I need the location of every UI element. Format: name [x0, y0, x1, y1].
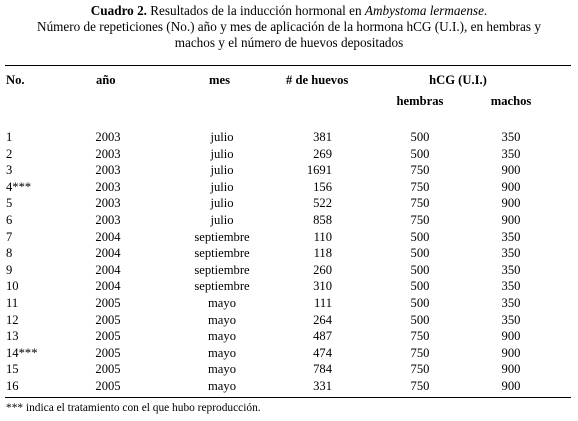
- cell-females: 500: [410, 262, 430, 277]
- caption-line-3: machos y el número de huevos depositados: [174, 35, 404, 50]
- cell-year: 2005: [95, 362, 121, 377]
- cell-females: 500: [410, 146, 430, 161]
- cell-year: 2005: [95, 379, 121, 393]
- header-eggs: # de huevos: [286, 73, 349, 87]
- cell-year: 2004: [95, 246, 121, 261]
- cell-males: 350: [501, 130, 521, 144]
- cell-no: 2: [6, 146, 13, 161]
- header-females: hembras: [396, 94, 444, 108]
- cell-females: 500: [410, 246, 430, 261]
- cell-males: 350: [501, 262, 521, 277]
- cell-males: 350: [501, 146, 521, 161]
- table-top-rule: [5, 65, 571, 66]
- cell-eggs: 858: [313, 213, 332, 227]
- cell-females: 750: [410, 213, 430, 227]
- cell-month: mayo: [208, 345, 236, 360]
- cell-month: mayo: [208, 312, 236, 327]
- caption-line-2: Número de repeticiones (No.) año y mes de aplicación de la hormona hCG (U.I.), en hembras y: [37, 19, 541, 34]
- cell-year: 2004: [95, 229, 121, 244]
- cell-no: 5: [6, 196, 13, 211]
- cell-eggs: 474: [313, 345, 332, 360]
- cell-males: 900: [501, 163, 521, 178]
- cell-females: 750: [410, 345, 430, 360]
- cell-females: 500: [410, 312, 430, 327]
- header-males: machos: [490, 94, 532, 108]
- cell-females: 750: [410, 362, 430, 377]
- cell-females: 500: [410, 130, 430, 144]
- cell-no: 12: [6, 312, 19, 327]
- cell-year: 2003: [95, 179, 121, 194]
- cell-females: 750: [410, 179, 430, 194]
- cell-eggs: 784: [313, 362, 332, 377]
- cell-year: 2005: [95, 296, 121, 310]
- cell-females: 750: [410, 379, 430, 393]
- cell-eggs: 1691: [306, 163, 332, 178]
- cell-males: 350: [501, 229, 521, 244]
- cell-year: 2005: [95, 345, 121, 360]
- cell-no: 6: [6, 213, 13, 227]
- cell-males: 350: [501, 279, 521, 294]
- header-no: No.: [6, 73, 25, 87]
- cell-males: 900: [501, 196, 521, 211]
- cell-males: 350: [501, 312, 521, 327]
- cell-males: 900: [501, 329, 521, 344]
- cell-no: 9: [6, 262, 13, 277]
- cell-eggs: 522: [313, 196, 332, 211]
- cell-eggs: 381: [313, 130, 332, 144]
- cell-males: 900: [501, 213, 521, 227]
- cell-month: septiembre: [194, 279, 250, 294]
- cell-no: 1: [6, 130, 13, 144]
- cell-month: julio: [210, 213, 234, 227]
- cell-month: mayo: [208, 296, 236, 310]
- cell-no: 13: [6, 329, 19, 344]
- cell-males: 900: [501, 179, 521, 194]
- cell-no: 15: [6, 362, 19, 377]
- header-hcg: hCG (U.I.): [429, 73, 487, 87]
- cell-eggs: 331: [313, 379, 332, 393]
- cell-eggs: 260: [313, 262, 332, 277]
- cell-females: 750: [410, 329, 430, 344]
- cell-eggs: 264: [313, 312, 332, 327]
- cell-year: 2003: [95, 130, 121, 144]
- caption-line-1: [0, 3, 578, 19]
- cell-eggs: 487: [313, 329, 332, 344]
- caption-label: Cuadro 2.: [90, 3, 147, 18]
- cell-eggs: 118: [313, 246, 332, 261]
- cell-females: 750: [410, 163, 430, 178]
- cell-females: 750: [410, 196, 430, 211]
- cell-females: 500: [410, 296, 430, 310]
- cell-month: mayo: [208, 379, 236, 393]
- header-year: año: [96, 73, 116, 87]
- cell-year: 2005: [95, 312, 121, 327]
- cell-year: 2004: [95, 262, 121, 277]
- cell-no: 10: [6, 279, 19, 294]
- cell-males: 900: [501, 379, 521, 393]
- cell-no: 8: [6, 246, 13, 261]
- cell-eggs: 110: [313, 229, 332, 244]
- table-caption: [0, 3, 578, 51]
- cell-eggs: 156: [313, 179, 332, 194]
- cell-year: 2003: [95, 163, 121, 178]
- cell-month: mayo: [208, 362, 236, 377]
- cell-no: 11: [6, 296, 19, 310]
- cell-no: 4***: [6, 179, 32, 194]
- cell-no: 7: [6, 229, 13, 244]
- cell-month: julio: [210, 130, 234, 144]
- cell-males: 350: [501, 296, 521, 310]
- cell-month: mayo: [208, 329, 236, 344]
- cell-no: 16: [6, 379, 19, 393]
- cell-month: julio: [210, 163, 234, 178]
- cell-no: 3: [6, 163, 13, 178]
- cell-year: 2003: [95, 146, 121, 161]
- cell-eggs: 111: [314, 296, 332, 310]
- cell-females: 500: [410, 229, 430, 244]
- cell-month: julio: [210, 179, 234, 194]
- caption-title-text: Resultados de la inducción hormonal en: [146, 3, 365, 18]
- cell-eggs: 310: [313, 279, 332, 294]
- cell-year: 2003: [95, 213, 121, 227]
- cell-males: 900: [501, 362, 521, 377]
- cell-males: 350: [501, 246, 521, 261]
- cell-no: 14***: [6, 345, 38, 360]
- cell-month: septiembre: [194, 262, 250, 277]
- header-month: mes: [209, 73, 230, 87]
- cell-month: julio: [210, 196, 234, 211]
- caption-title-end: .: [483, 3, 488, 18]
- table-footnote: *** indica el tratamiento con el que hubo reproducción.: [6, 402, 261, 414]
- cell-females: 500: [410, 279, 430, 294]
- cell-year: 2005: [95, 329, 121, 344]
- table-bottom-rule: [5, 397, 571, 398]
- caption-species-name: Ambystoma lermaense: [364, 3, 484, 18]
- cell-year: 2003: [95, 196, 121, 211]
- cell-eggs: 269: [313, 146, 332, 161]
- cell-year: 2004: [95, 279, 121, 294]
- cell-month: julio: [210, 146, 234, 161]
- cell-males: 900: [501, 345, 521, 360]
- cell-month: septiembre: [194, 246, 250, 261]
- cell-month: septiembre: [194, 229, 250, 244]
